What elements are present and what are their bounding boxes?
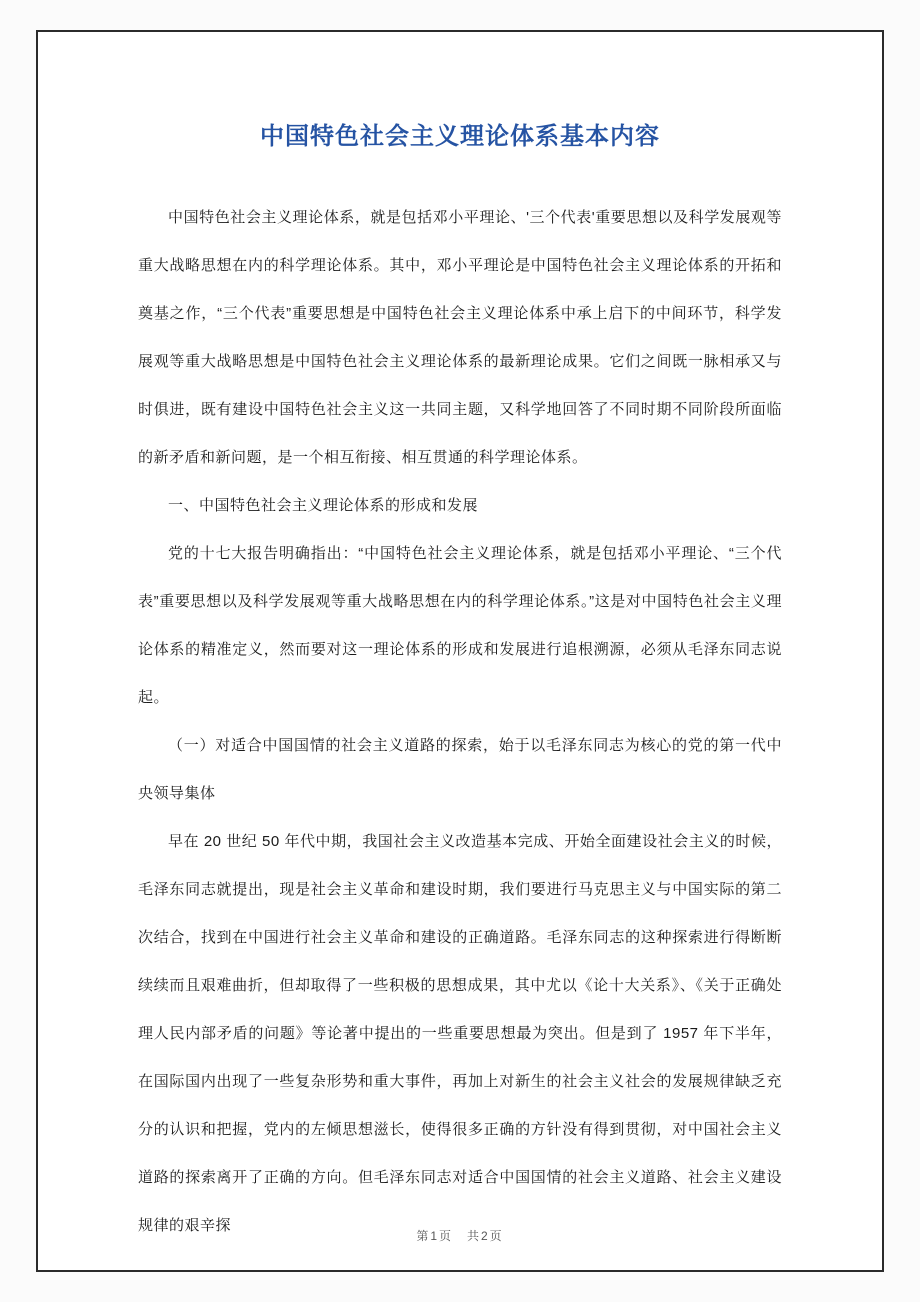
- page-number-footer: 第1页 共2页: [416, 1229, 504, 1243]
- paragraph-intro: 中国特色社会主义理论体系，就是包括邓小平理论、'三个代表'重要思想以及科学发展观等重大战略思想在内的科学理论体系。其中，邓小平理论是中国特色社会主义理论体系的开拓和奠基之作，“三个代表”重要思想是中国特色社会主义理论体系中承上启下的中间环节，科学发展观等重大战略思想是中国特色社会主义理论体系的最新理论成果。它们之间既一脉相承又与时俱进，既有建设中国特色社会主义这一共同主题，又科学地回答了不同时期不同阶段所面临的新矛盾和新问题，是一个相互衔接、相互贯通的科学理论体系。: [138, 209, 782, 466]
- document-page: [36, 30, 884, 1272]
- paragraph-mao-exploration: 早在 20 世纪 50 年代中期，我国社会主义改造基本完成、开始全面建设社会主义的时候，毛泽东同志就提出，现是社会主义革命和建设时期，我们要进行马克思主义与中国实际的第二次结合，找到在中国进行社会主义革命和建设的正确道路。毛泽东同志的这种探索进行得断断续续而且艰难曲折，但却取得了一些积极的思想成果，其中尤以《论十大关系》、《关于正确处理人民内部矛盾的问题》等论著中提出的一些重要思想最为突出。但是到了 1957 年下半年，在国际国内出现了一些复杂形势和重大事件，再加上对新生的社会主义社会的发展规律缺乏充分的认识和把握，党内的左倾思想滋长，使得很多正确的方针没有得到贯彻，对中国社会主义道路的探索离开了正确的方向。但毛泽东同志对适合中国国情的社会主义道路、社会主义建设规律的艰辛探: [138, 833, 782, 1234]
- document-title: 中国特色社会主义理论体系基本内容: [260, 123, 660, 150]
- subsection-heading-first-generation: （一）对适合中国国情的社会主义道路的探索，始于以毛泽东同志为核心的党的第一代中央领导集体: [138, 737, 782, 802]
- paragraph-17th-congress: 党的十七大报告明确指出：“中国特色社会主义理论体系，就是包括邓小平理论、“三个代表”重要思想以及科学发展观等重大战略思想在内的科学理论体系。”这是对中国特色社会主义理论体系的精准定义，然而要对这一理论体系的形成和发展进行追根溯源，必须从毛泽东同志说起。: [138, 545, 782, 706]
- section-heading-formation-development: 一、中国特色社会主义理论体系的形成和发展: [168, 497, 479, 514]
